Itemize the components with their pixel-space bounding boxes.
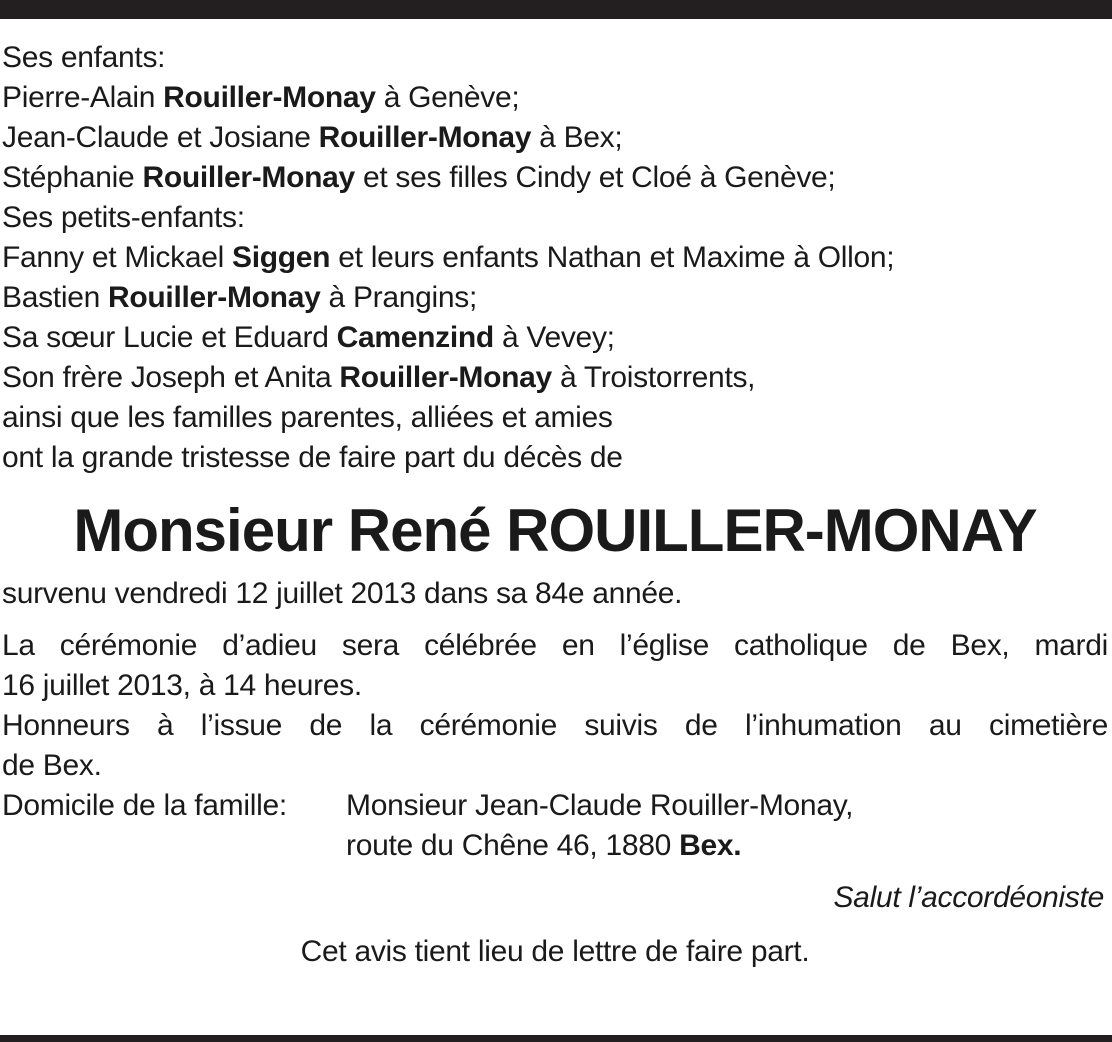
family-line [2,278,1108,318]
family-line: ont la grande tristesse de faire part du décès de [2,441,623,474]
family-line [2,78,1108,118]
honneurs-line-2: de Bex. [2,749,102,782]
date-of-death: survenu vendredi 12 juillet 2013 dans sa 84e année. [2,577,683,610]
family-surname: Rouiller-Monay [163,81,376,114]
family-line [2,358,1108,398]
domicile-street: route du Chêne 46, 1880 [346,829,680,862]
family-member-given: Bastien [2,281,108,314]
family-line [2,158,1108,198]
family-surname: Rouiller-Monay [142,161,355,194]
ceremony-paragraph [2,626,1108,706]
ceremony-line-2: 16 juillet 2013, à 14 heures. [2,669,362,702]
family-member-location: à Genève; [375,81,520,114]
family-member-given: Son frère Joseph et Anita [2,361,340,394]
family-member-given: Jean-Claude et Josiane [2,121,319,154]
domicile-address [2,826,1108,866]
top-rule [0,0,1112,19]
domicile [2,786,1108,826]
family-surname: Camenzind [336,321,494,354]
obituary-notice [2,38,1108,972]
family-list [2,38,1108,478]
family-surname: Siggen [232,241,331,274]
family-line [2,318,1108,358]
family-member-location: à Bex; [531,121,623,154]
domicile-town: Bex. [679,829,742,862]
family-line [2,238,1108,278]
family-member-location: et leurs enfants Nathan et Maxime à Ollon; [330,241,895,274]
family-line: Ses petits-enfants: [2,201,245,234]
closing-note: Cet avis tient lieu de lettre de faire part. [300,935,810,968]
family-member-given: Pierre-Alain [2,81,164,114]
family-surname: Rouiller-Monay [318,121,532,154]
deceased-name: Monsieur René ROUILLER-MONAY [73,497,1037,564]
honneurs-paragraph [2,706,1108,786]
family-line [2,118,1108,158]
domicile-name: Monsieur Jean-Claude Rouiller-Monay, [346,789,854,822]
bottom-rule [0,1035,1112,1042]
domicile-label: Domicile de la famille: [2,789,287,822]
family-surname: Rouiller-Monay [108,281,321,314]
family-member-location: et ses filles Cindy et Cloé à Genève; [354,161,836,194]
family-member-given: Fanny et Mickael [2,241,232,274]
family-line: ainsi que les familles parentes, alliées et amies [2,401,613,434]
family-member-location: à Vevey; [493,321,615,354]
family-member-given: Stéphanie [2,161,143,194]
honneurs-line-1: Honneurs à l’issue de la cérémonie suivis de l’inhumation au cimetière [2,709,1108,742]
family-member-location: à Troistorrents, [551,361,756,394]
family-surname: Rouiller-Monay [339,361,552,394]
family-member-location: à Prangins; [320,281,477,314]
family-member-given: Sa sœur Lucie et Eduard [2,321,337,354]
family-line: Ses enfants: [2,41,166,74]
signature: Salut l’accordéoniste [833,881,1104,914]
ceremony-line-1: La cérémonie d’adieu sera célébrée en l’église catholique de Bex, mardi [2,629,1108,662]
